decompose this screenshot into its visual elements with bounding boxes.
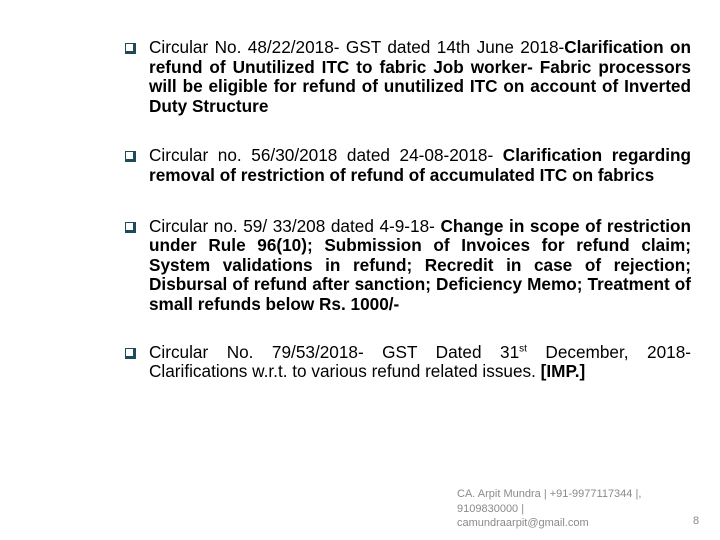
- circular-reference: Circular No. 79/53/2018- GST Dated 31: [149, 341, 520, 362]
- checkbox-bullet-icon: [125, 222, 136, 233]
- circular-reference-continued: December, 2018- Clarifications w.r.t. to various refund related issues.: [149, 341, 691, 382]
- circular-subject: Clarification regarding removal of restriction of refund of accumulated ITC on fabrics: [149, 145, 691, 185]
- footer-contact: [457, 487, 682, 531]
- circular-subject: Change in scope of restriction under Rule 96(10); Submission of Invoices for refund claim; System validations in refund; Recredit in case of rejection; Disbursal of refund after sanction; Deficiency Memo; Treatment of small refunds below Rs. 1000/-: [149, 215, 691, 314]
- circular-item: [121, 146, 691, 185]
- date-ordinal-suffix: st: [519, 342, 527, 354]
- importance-tag: [IMP.]: [540, 361, 586, 382]
- footer-line: 9109830000 |: [457, 502, 525, 515]
- circular-item: [121, 343, 691, 382]
- checkbox-bullet-icon: [125, 151, 136, 162]
- circular-item: [121, 217, 691, 315]
- circular-list: [121, 38, 691, 412]
- circular-reference: Circular No. 48/22/2018- GST dated 14th June 2018-: [149, 37, 565, 57]
- circular-reference: Circular no. 56/30/2018 dated 24-08-2018-: [149, 145, 503, 166]
- footer-email: camundraarpit@gmail.com: [457, 517, 589, 529]
- checkbox-bullet-icon: [125, 348, 136, 359]
- footer-line: CA. Arpit Mundra | +91-9977117344 |,: [457, 488, 642, 500]
- circular-item: [121, 38, 691, 116]
- circular-subject: Clarification on refund of Unutilized ITC to fabric Job worker- Fabric processors will be eligible for refund of unutilized ITC on account of Inverted Duty Structure: [149, 37, 691, 116]
- circular-reference: Circular no. 59/ 33/208 dated 4-9-18-: [149, 215, 441, 236]
- checkbox-bullet-icon: [125, 43, 136, 54]
- page-number: 8: [693, 515, 700, 527]
